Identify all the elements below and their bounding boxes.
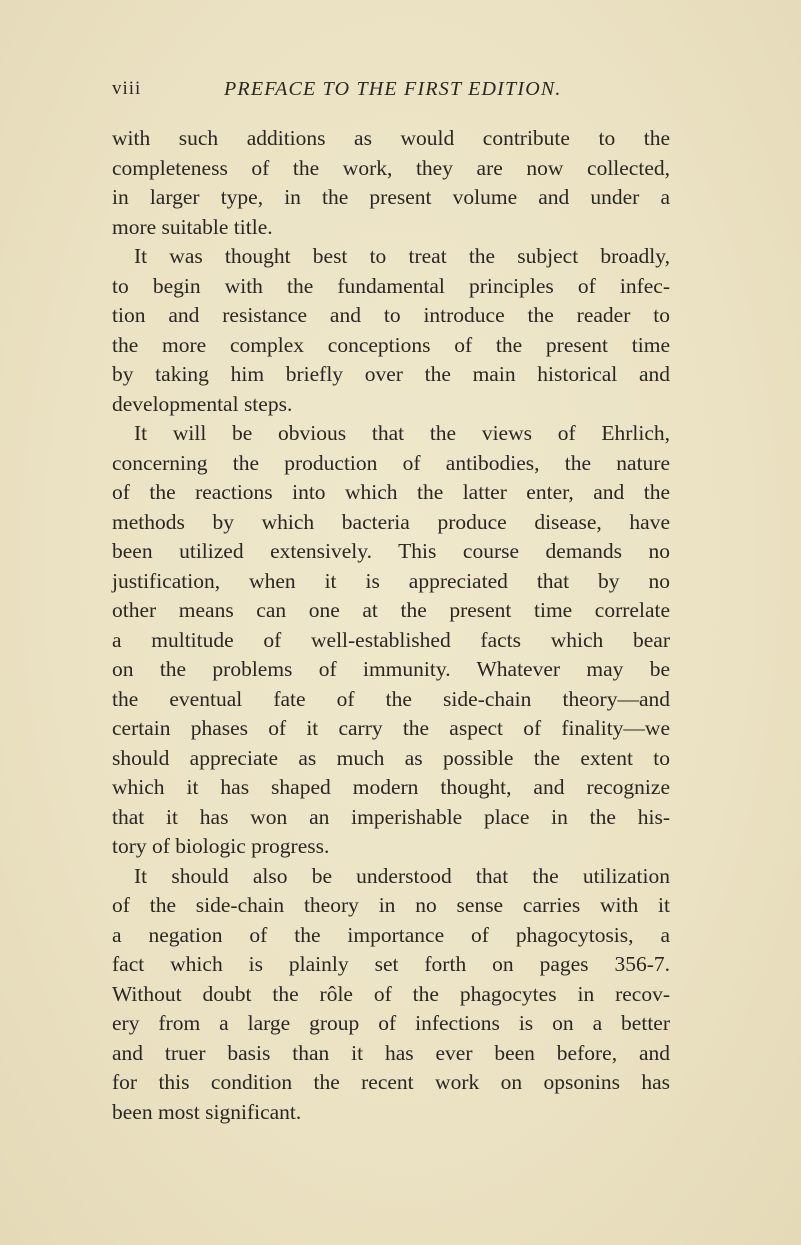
text-line: in larger type, in the present volume and under a — [112, 185, 670, 209]
text-line: should appreciate as much as possible the extent to — [112, 745, 670, 770]
text-line: Without doubt the rôle of the phagocytes in recov- — [112, 981, 670, 1006]
page-number: viii — [112, 78, 142, 99]
body-text — [112, 124, 670, 1127]
text-line: a multitude of well-established facts which bear — [112, 627, 670, 652]
text-line: the more complex conceptions of the present time — [112, 332, 670, 357]
text-line: of the side-chain theory in no sense carries with it — [112, 893, 670, 917]
text-line: the eventual fate of the side-chain theory—and — [112, 686, 670, 711]
text-line: to begin with the fundamental principles of infec- — [112, 273, 670, 298]
text-line: fact which is plainly set forth on pages 356-7. — [112, 952, 670, 976]
text-line: ery from a large group of infections is on a better — [112, 1011, 670, 1035]
text-line: of the reactions into which the latter enter, and the — [112, 480, 670, 504]
text-line: that it has won an imperishable place in the his- — [112, 804, 670, 829]
text-line: a negation of the importance of phagocytosis, a — [112, 922, 670, 947]
text-line: more suitable title. — [112, 214, 273, 239]
text-line: certain phases of it carry the aspect of finality—we — [112, 716, 670, 740]
text-line: concerning the production of antibodies, the nature — [112, 450, 670, 475]
text-line: justification, when it is appreciated that by no — [112, 568, 670, 593]
paragraph-start-line: It should also be understood that the utilization — [134, 863, 670, 888]
text-line: been most significant. — [112, 1099, 302, 1124]
text-line: tory of biologic progress. — [112, 834, 330, 858]
text-line: been utilized extensively. This course demands no — [112, 539, 670, 563]
text-line: methods by which bacteria produce disease, have — [112, 509, 670, 534]
paragraph-start-line: It will be obvious that the views of Ehrlich, — [134, 421, 670, 445]
text-line: by taking him briefly over the main historical and — [112, 362, 670, 386]
text-line: with such additions as would contribute to the — [112, 126, 670, 150]
text-line: completeness of the work, they are now collected, — [112, 155, 670, 180]
text-line: and truer basis than it has ever been before, and — [112, 1040, 670, 1065]
text-line: tion and resistance and to introduce the reader to — [112, 303, 670, 327]
running-head — [112, 78, 712, 108]
text-line: on the problems of immunity. Whatever may be — [112, 657, 670, 681]
text-line: which it has shaped modern thought, and recognize — [112, 775, 670, 799]
paragraph-start-line: It was thought best to treat the subject broadly, — [134, 244, 670, 268]
running-title: PREFACE TO THE FIRST EDITION. — [224, 78, 562, 100]
text-line: developmental steps. — [112, 391, 293, 416]
text-line: other means can one at the present time correlate — [112, 598, 670, 622]
text-line: for this condition the recent work on opsonins has — [112, 1070, 670, 1094]
